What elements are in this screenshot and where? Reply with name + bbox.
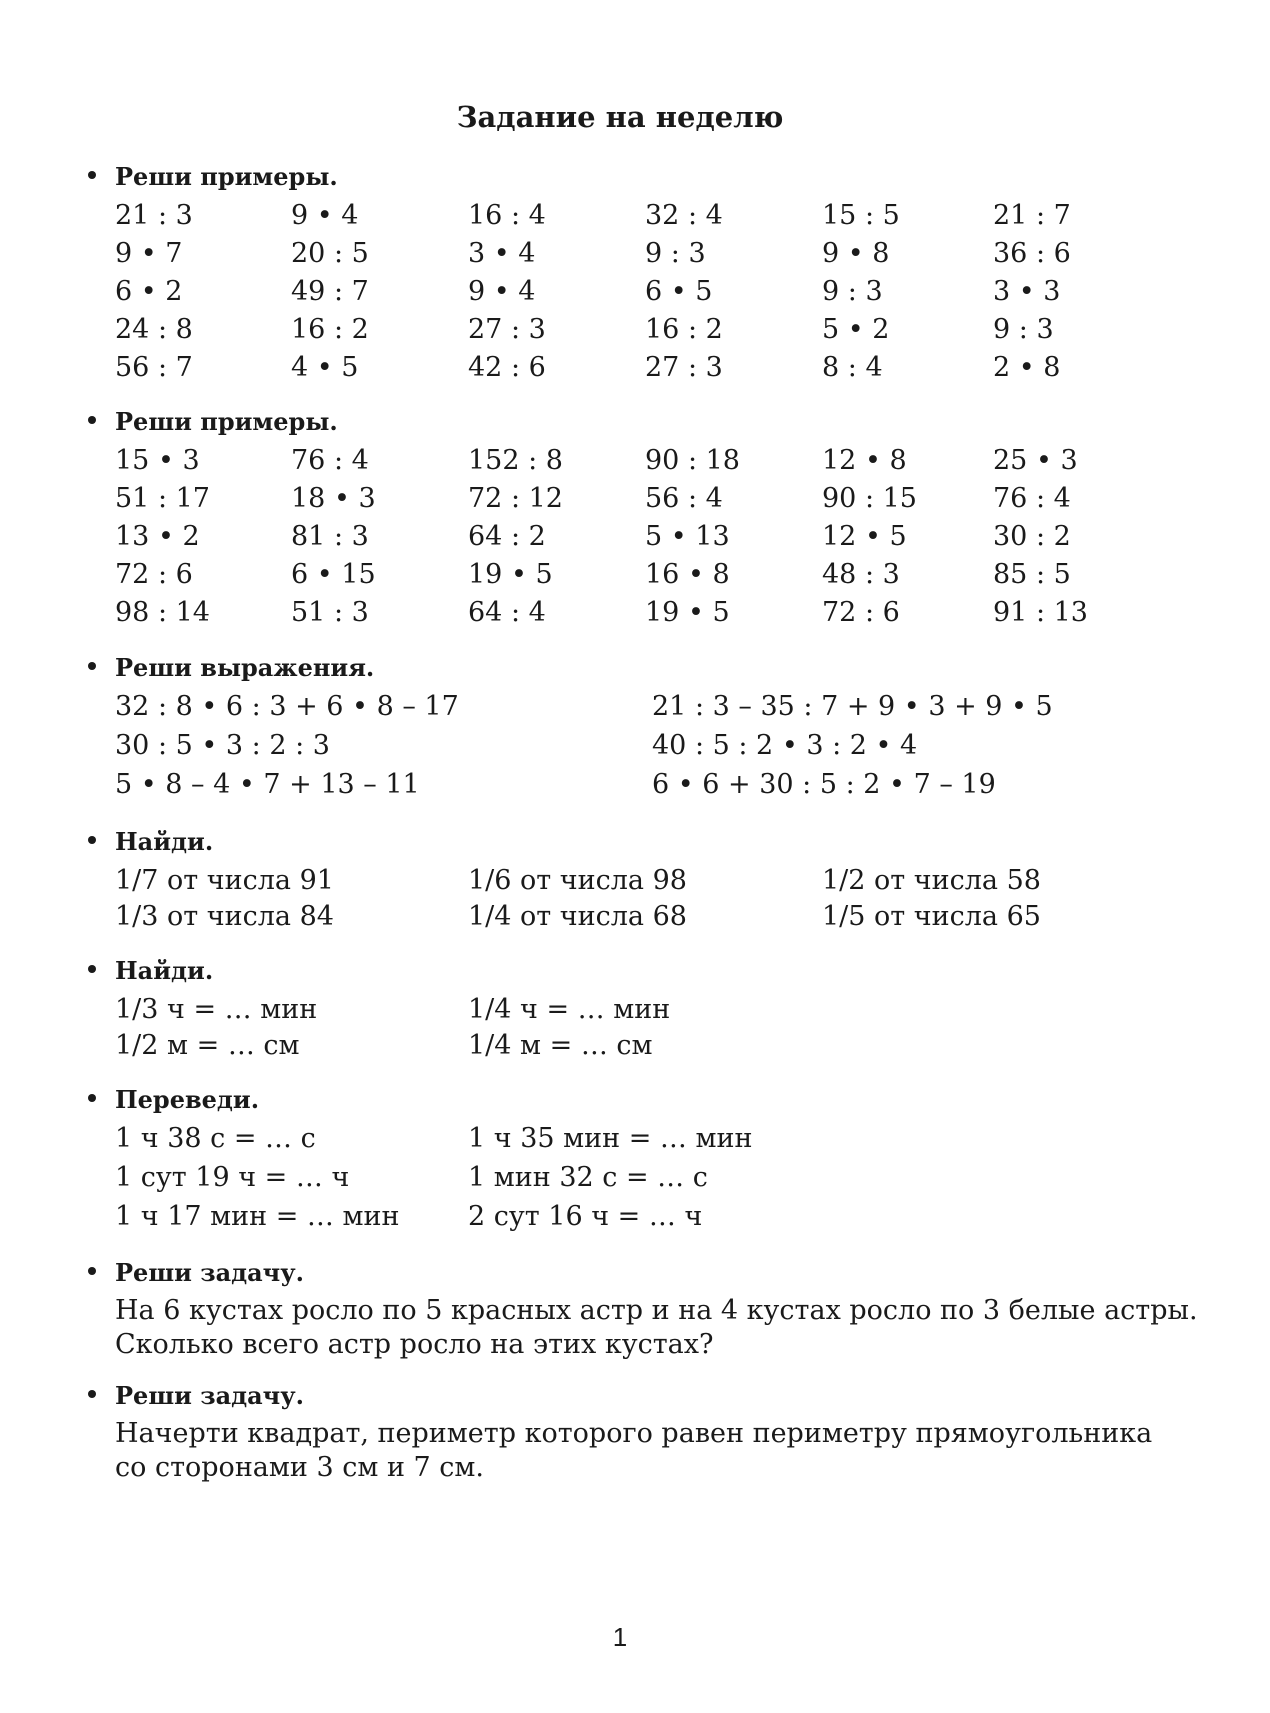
example-cell: 85 : 5 — [993, 559, 1071, 590]
expression-cell: 6 • 6 + 30 : 5 : 2 • 7 – 19 — [652, 769, 996, 800]
task-cell: 1 ч 38 с = … с — [115, 1123, 316, 1154]
example-cell: 19 • 5 — [645, 597, 730, 628]
example-cell: 8 : 4 — [822, 352, 883, 383]
task-cell: 1/4 ч = … мин — [468, 994, 671, 1025]
example-cell: 18 • 3 — [291, 483, 376, 514]
example-cell: 76 : 4 — [291, 445, 369, 476]
expression-cell: 30 : 5 • 3 : 2 : 3 — [115, 730, 330, 761]
task-cell: 1 сут 19 ч = … ч — [115, 1162, 350, 1193]
expression-cell: 32 : 8 • 6 : 3 + 6 • 8 – 17 — [115, 691, 459, 722]
example-cell: 9 • 4 — [468, 276, 536, 307]
example-cell: 6 • 15 — [291, 559, 376, 590]
task-cell: 1/3 ч = … мин — [115, 994, 318, 1025]
section-heading — [115, 653, 374, 682]
example-cell: 9 • 8 — [822, 238, 890, 269]
example-cell: 9 : 3 — [822, 276, 883, 307]
section-heading — [115, 956, 213, 985]
bullet-icon — [88, 1390, 96, 1398]
section-heading — [115, 162, 338, 191]
example-cell: 64 : 2 — [468, 521, 546, 552]
example-cell: 13 • 2 — [115, 521, 200, 552]
example-cell: 56 : 4 — [645, 483, 723, 514]
expression-cell: 40 : 5 : 2 • 3 : 2 • 4 — [652, 730, 918, 761]
page-number: 1 — [612, 1622, 628, 1652]
example-cell: 9 • 4 — [291, 200, 359, 231]
task-cell: 1/5 от числа 65 — [822, 901, 1041, 932]
bullet-icon — [88, 836, 96, 844]
task-cell: 1/6 от числа 98 — [468, 865, 687, 896]
example-cell: 6 • 5 — [645, 276, 713, 307]
section-heading — [115, 407, 338, 436]
example-cell: 16 • 8 — [645, 559, 730, 590]
bullet-icon — [88, 171, 96, 179]
example-cell: 9 : 3 — [645, 238, 706, 269]
example-cell: 48 : 3 — [822, 559, 900, 590]
bullet-icon — [88, 416, 96, 424]
example-cell: 15 • 3 — [115, 445, 200, 476]
example-cell: 32 : 4 — [645, 200, 723, 231]
example-cell: 3 • 4 — [468, 238, 536, 269]
example-cell: 20 : 5 — [291, 238, 369, 269]
example-cell: 76 : 4 — [993, 483, 1071, 514]
problem-text — [115, 1294, 1198, 1362]
task-cell: 1 ч 17 мин = … мин — [115, 1201, 400, 1232]
example-cell: 2 • 8 — [993, 352, 1061, 383]
bullet-icon — [88, 1094, 96, 1102]
task-cell: 1/2 от числа 58 — [822, 865, 1041, 896]
example-cell: 19 • 5 — [468, 559, 553, 590]
heading-text: Реши выражения. — [115, 653, 375, 682]
example-cell: 9 • 7 — [115, 238, 183, 269]
example-cell: 5 • 13 — [645, 521, 730, 552]
bullet-icon — [88, 965, 96, 973]
task-cell: 1/7 от числа 91 — [115, 865, 334, 896]
section-heading — [115, 827, 213, 856]
example-cell: 16 : 4 — [468, 200, 546, 231]
example-cell: 6 • 2 — [115, 276, 183, 307]
example-cell: 51 : 17 — [115, 483, 210, 514]
example-cell: 91 : 13 — [993, 597, 1088, 628]
bullet-icon — [88, 662, 96, 670]
example-cell: 25 • 3 — [993, 445, 1078, 476]
example-cell: 27 : 3 — [468, 314, 546, 345]
expression-cell: 21 : 3 – 35 : 7 + 9 • 3 + 9 • 5 — [652, 691, 1053, 722]
section-heading — [115, 1381, 304, 1410]
heading-text: Найди. — [115, 956, 214, 985]
example-cell: 90 : 15 — [822, 483, 917, 514]
example-cell: 36 : 6 — [993, 238, 1071, 269]
example-cell: 72 : 6 — [822, 597, 900, 628]
heading-text: Переведи. — [115, 1085, 260, 1114]
task-cell: 1/4 м = … см — [468, 1030, 653, 1061]
example-cell: 56 : 7 — [115, 352, 193, 383]
example-cell: 72 : 12 — [468, 483, 563, 514]
task-cell: 1/2 м = … см — [115, 1030, 300, 1061]
problem-line: со сторонами 3 см и 7 см. — [115, 1452, 484, 1483]
example-cell: 15 : 5 — [822, 200, 900, 231]
heading-text: Реши задачу. — [115, 1258, 304, 1287]
example-cell: 72 : 6 — [115, 559, 193, 590]
bullet-icon — [88, 1267, 96, 1275]
task-cell: 1 ч 35 мин = … мин — [468, 1123, 753, 1154]
example-cell: 4 • 5 — [291, 352, 359, 383]
example-cell: 5 • 2 — [822, 314, 890, 345]
section-heading — [115, 1258, 304, 1287]
example-cell: 152 : 8 — [468, 445, 563, 476]
example-cell: 16 : 2 — [291, 314, 369, 345]
task-cell: 2 сут 16 ч = … ч — [468, 1201, 703, 1232]
problem-text — [115, 1417, 1152, 1485]
problem-line: На 6 кустах росло по 5 красных астр и на 4 кустах росло по 3 белые астры. — [115, 1295, 1198, 1326]
page-title: Задание на неделю — [456, 100, 784, 134]
heading-text: Реши задачу. — [115, 1381, 304, 1410]
example-cell: 81 : 3 — [291, 521, 369, 552]
example-cell: 30 : 2 — [993, 521, 1071, 552]
example-cell: 98 : 14 — [115, 597, 210, 628]
task-cell: 1/4 от числа 68 — [468, 901, 687, 932]
problem-line: Начерти квадрат, периметр которого равен периметру прямоугольника — [115, 1418, 1153, 1449]
problem-line: Сколько всего астр росло на этих кустах? — [115, 1329, 714, 1360]
expression-cell: 5 • 8 – 4 • 7 + 13 – 11 — [115, 769, 420, 800]
example-cell: 49 : 7 — [291, 276, 369, 307]
section-heading — [115, 1085, 259, 1114]
example-cell: 21 : 3 — [115, 200, 193, 231]
heading-text: Реши примеры. — [115, 407, 338, 436]
example-cell: 12 • 8 — [822, 445, 907, 476]
example-cell: 64 : 4 — [468, 597, 546, 628]
example-cell: 42 : 6 — [468, 352, 546, 383]
example-cell: 21 : 7 — [993, 200, 1071, 231]
example-cell: 3 • 3 — [993, 276, 1061, 307]
example-cell: 24 : 8 — [115, 314, 193, 345]
example-cell: 51 : 3 — [291, 597, 369, 628]
task-cell: 1/3 от числа 84 — [115, 901, 334, 932]
example-cell: 9 : 3 — [993, 314, 1054, 345]
heading-text: Найди. — [115, 827, 214, 856]
heading-text: Реши примеры. — [115, 162, 338, 191]
example-cell: 12 • 5 — [822, 521, 907, 552]
example-cell: 27 : 3 — [645, 352, 723, 383]
task-cell: 1 мин 32 с = … с — [468, 1162, 708, 1193]
example-cell: 16 : 2 — [645, 314, 723, 345]
example-cell: 90 : 18 — [645, 445, 740, 476]
